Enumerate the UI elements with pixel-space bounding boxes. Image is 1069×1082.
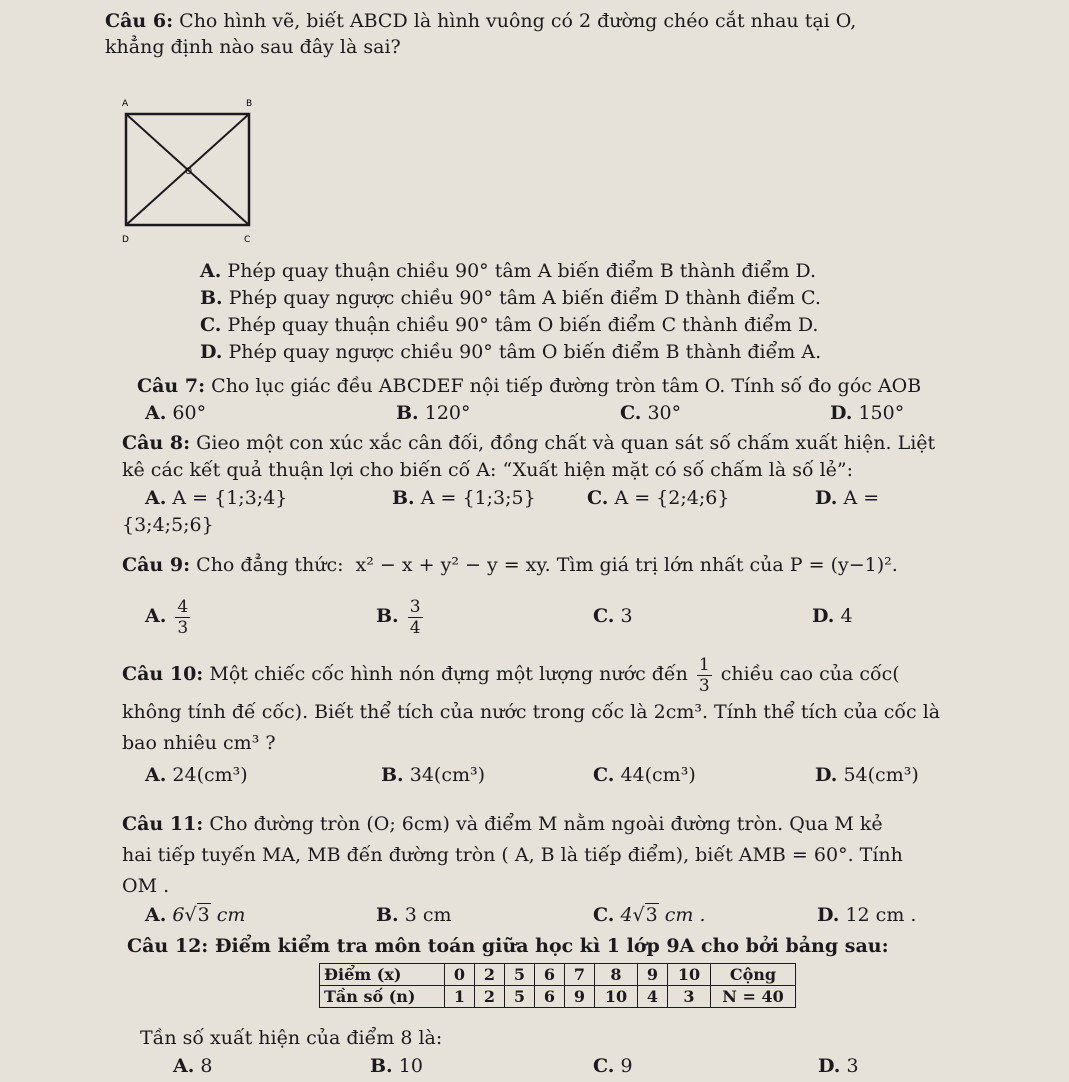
q9-option-b xyxy=(376,594,426,638)
option-radicand: 3 xyxy=(645,904,658,926)
option-text: 34(cm³) xyxy=(409,764,486,786)
q8-stem-line1 xyxy=(122,431,935,455)
q8-label: Câu 8: xyxy=(122,432,191,454)
table-cell: 2 xyxy=(475,964,505,986)
q10-text-line2: không tính đế cốc). Biết thể tích của nước trong cốc là 2cm³. Tính thể tích của cốc là xyxy=(122,701,941,723)
q12-stem xyxy=(127,934,889,958)
table-total-value: N = 40 xyxy=(711,986,796,1008)
q11-text-line2: hai tiếp tuyến MA, MB đến đường tròn ( A, B là tiếp điểm), biết AMB = 60°. Tính xyxy=(122,844,903,866)
option-text: 30° xyxy=(647,402,682,424)
fraction-denominator: 3 xyxy=(177,617,189,638)
q8-text-line2: kê các kết quả thuận lợi cho biến cố A: “Xuất hiện mặt có số chấm là số lẻ”: xyxy=(122,459,854,481)
q9-label: Câu 9: xyxy=(122,554,191,576)
q9-option-c xyxy=(593,604,633,628)
q11-option-d xyxy=(817,903,916,927)
q10-option-d xyxy=(815,763,919,787)
q6-label: Câu 6: xyxy=(105,10,174,32)
table-cell: 9 xyxy=(638,964,668,986)
q11-stem-line1 xyxy=(122,812,883,836)
q12-option-d xyxy=(818,1054,859,1078)
table-header-total: Cộng xyxy=(711,964,796,986)
option-key: C. xyxy=(593,764,615,786)
option-text: 24(cm³) xyxy=(172,764,248,786)
option-key: C. xyxy=(587,487,609,509)
q11-option-b xyxy=(376,903,452,927)
option-key: C. xyxy=(593,605,615,627)
option-key: B. xyxy=(200,287,223,309)
table-header-score: Điểm (x) xyxy=(320,964,445,986)
q6-line1 xyxy=(105,9,856,33)
q11-text-line1: Cho đường tròn (O; 6cm) và điểm M nằm ngoài đường tròn. Qua M kẻ xyxy=(209,813,883,835)
table-header-frequency: Tần số (n) xyxy=(320,986,445,1008)
option-key: A. xyxy=(145,764,167,786)
q10-text-line3: bao nhiêu cm³ ? xyxy=(122,732,276,754)
q6-text-line1: Cho hình vẽ, biết ABCD là hình vuông có 2 đường chéo cắt nhau tại O, xyxy=(179,10,857,32)
q10-text-a: Một chiếc cốc hình nón đựng một lượng nước đến xyxy=(209,663,688,685)
option-key: B. xyxy=(381,764,404,786)
option-text: 44(cm³) xyxy=(620,764,696,786)
option-key: A. xyxy=(145,487,167,509)
q8-option-c xyxy=(587,486,729,510)
q6-option-a xyxy=(200,259,816,283)
table-cell: 2 xyxy=(475,986,505,1008)
option-text: 8 xyxy=(200,1055,213,1077)
table-cell: 9 xyxy=(565,986,595,1008)
q8-text-line1: Gieo một con xúc xắc cân đối, đồng chất và quan sát số chấm xuất hiện. Liệt xyxy=(196,432,936,454)
option-key: B. xyxy=(376,904,399,926)
q9-option-d xyxy=(812,604,853,628)
option-text: 3 xyxy=(620,605,633,627)
table-cell: 1 xyxy=(445,986,475,1008)
q7-option-a xyxy=(145,401,206,425)
q8-option-d-continued: {3;4;5;6} xyxy=(122,514,214,536)
q11-label: Câu 11: xyxy=(122,813,204,835)
figure-label-d: D xyxy=(122,235,129,245)
option-text: Phép quay ngược chiều 90° tâm A biến điểm D thành điểm C. xyxy=(228,287,821,309)
option-key: D. xyxy=(812,605,835,627)
q7-option-d xyxy=(830,401,904,425)
q10-stem-line1 xyxy=(122,652,900,696)
option-unit: cm xyxy=(210,904,246,926)
q9-text-a: Cho đẳng thức: xyxy=(196,554,344,576)
table-cell: 0 xyxy=(445,964,475,986)
table-cell: 5 xyxy=(505,964,535,986)
option-text: 150° xyxy=(858,402,905,424)
table-row xyxy=(320,964,796,986)
q12-question: Tần số xuất hiện của điểm 8 là: xyxy=(140,1027,443,1049)
figure-label-o: O xyxy=(185,167,193,177)
option-text: 120° xyxy=(424,402,471,424)
q12-option-a xyxy=(173,1054,213,1078)
option-key: D. xyxy=(815,764,838,786)
q6-text-line2: khẳng định nào sau đây là sai? xyxy=(105,36,401,58)
square-abcd-figure xyxy=(112,92,272,252)
option-key: C. xyxy=(593,904,615,926)
figure-label-a: A xyxy=(122,99,129,109)
option-text: Phép quay ngược chiều 90° tâm O biến điểm B thành điểm A. xyxy=(228,341,822,363)
option-text: 4 xyxy=(840,605,853,627)
q8-option-a xyxy=(145,486,287,510)
q12-option-c xyxy=(593,1054,633,1078)
option-coefficient: 6 xyxy=(172,904,185,926)
table-cell: 5 xyxy=(505,986,535,1008)
q9-option-a xyxy=(145,594,193,638)
option-key: D. xyxy=(817,904,840,926)
q7-label: Câu 7: xyxy=(137,375,206,397)
q12-text: Điểm kiểm tra môn toán giữa học kì 1 lớp 9A cho bởi bảng sau: xyxy=(214,935,889,957)
q9-equation: x² − x + y² − y = xy xyxy=(355,554,545,576)
option-key: C. xyxy=(593,1055,615,1077)
option-radicand: 3 xyxy=(197,904,210,926)
option-text: 10 xyxy=(398,1055,423,1077)
table-cell: 10 xyxy=(668,964,711,986)
option-key: D. xyxy=(818,1055,841,1077)
option-coefficient: 4 xyxy=(620,904,633,926)
q6-option-c xyxy=(200,313,818,337)
fraction-denominator: 4 xyxy=(409,617,421,638)
q6-option-b xyxy=(200,286,821,310)
q8-option-b xyxy=(392,486,536,510)
option-text: 54(cm³) xyxy=(843,764,919,786)
option-key: D. xyxy=(815,487,838,509)
table-cell: 7 xyxy=(565,964,595,986)
option-key: B. xyxy=(392,487,415,509)
fraction-four-thirds xyxy=(175,597,190,638)
table-cell: 4 xyxy=(638,986,668,1008)
option-unit: cm . xyxy=(658,904,706,926)
table-cell: 10 xyxy=(595,986,638,1008)
q9-stem xyxy=(122,553,898,577)
q7-option-b xyxy=(396,401,471,425)
option-text: 3 cm xyxy=(404,904,452,926)
option-key: D. xyxy=(830,402,853,424)
option-key: A. xyxy=(173,1055,195,1077)
q9-target: P = (y−1)². xyxy=(789,554,898,576)
q10-option-b xyxy=(381,763,485,787)
q8-option-d xyxy=(815,486,879,510)
option-key: A. xyxy=(145,904,167,926)
table-row xyxy=(320,986,796,1008)
option-key: B. xyxy=(370,1055,393,1077)
fraction-one-third xyxy=(697,655,712,696)
option-text: A = {1;3;4} xyxy=(172,487,288,509)
option-key: B. xyxy=(376,605,399,627)
option-text: Phép quay thuận chiều 90° tâm A biến điểm B thành điểm D. xyxy=(227,260,816,282)
score-frequency-table xyxy=(319,963,796,1008)
q11-option-c: C. 4√3 cm . xyxy=(593,904,706,926)
option-text: A = xyxy=(843,487,880,509)
table-cell: 6 xyxy=(535,986,565,1008)
q10-text-b: chiều cao của cốc( xyxy=(720,663,900,685)
option-text: A = {1;3;5} xyxy=(420,487,536,509)
q10-option-a xyxy=(145,763,248,787)
option-key: C. xyxy=(620,402,642,424)
table-cell: 8 xyxy=(595,964,638,986)
fraction-numerator: 3 xyxy=(409,596,421,617)
option-key: A. xyxy=(200,260,222,282)
figure-label-b: B xyxy=(246,99,253,109)
option-text: 60° xyxy=(172,402,207,424)
option-key: D. xyxy=(200,341,223,363)
option-text: A = {2;4;6} xyxy=(614,487,730,509)
q11-option-a: A. 6√3 cm xyxy=(145,904,246,926)
option-text: 9 xyxy=(620,1055,633,1077)
q7-stem xyxy=(137,374,921,398)
fraction-numerator: 4 xyxy=(177,596,189,617)
fraction-numerator: 1 xyxy=(698,654,710,675)
option-text: Phép quay thuận chiều 90° tâm O biến điểm C thành điểm D. xyxy=(227,314,819,336)
table-cell: 3 xyxy=(668,986,711,1008)
q10-option-c xyxy=(593,763,696,787)
q12-label: Câu 12: xyxy=(127,935,209,957)
q6-option-d xyxy=(200,340,821,364)
fraction-denominator: 3 xyxy=(698,675,710,696)
q10-label: Câu 10: xyxy=(122,663,204,685)
option-key: A. xyxy=(145,605,167,627)
q7-text: Cho lục giác đều ABCDEF nội tiếp đường tròn tâm O. Tính số đo góc AOB xyxy=(211,375,922,397)
option-text: 3 xyxy=(846,1055,859,1077)
option-key: C. xyxy=(200,314,222,336)
table-cell: 6 xyxy=(535,964,565,986)
q7-option-c xyxy=(620,401,681,425)
figure-label-c: C xyxy=(244,235,251,245)
option-text: 12 cm . xyxy=(845,904,917,926)
q11-text-line3: OM . xyxy=(122,875,170,897)
q9-text-b: . Tìm giá trị lớn nhất của xyxy=(544,554,784,576)
q12-option-b xyxy=(370,1054,423,1078)
option-key: B. xyxy=(396,402,419,424)
fraction-three-quarters xyxy=(408,597,423,638)
option-key: A. xyxy=(145,402,167,424)
